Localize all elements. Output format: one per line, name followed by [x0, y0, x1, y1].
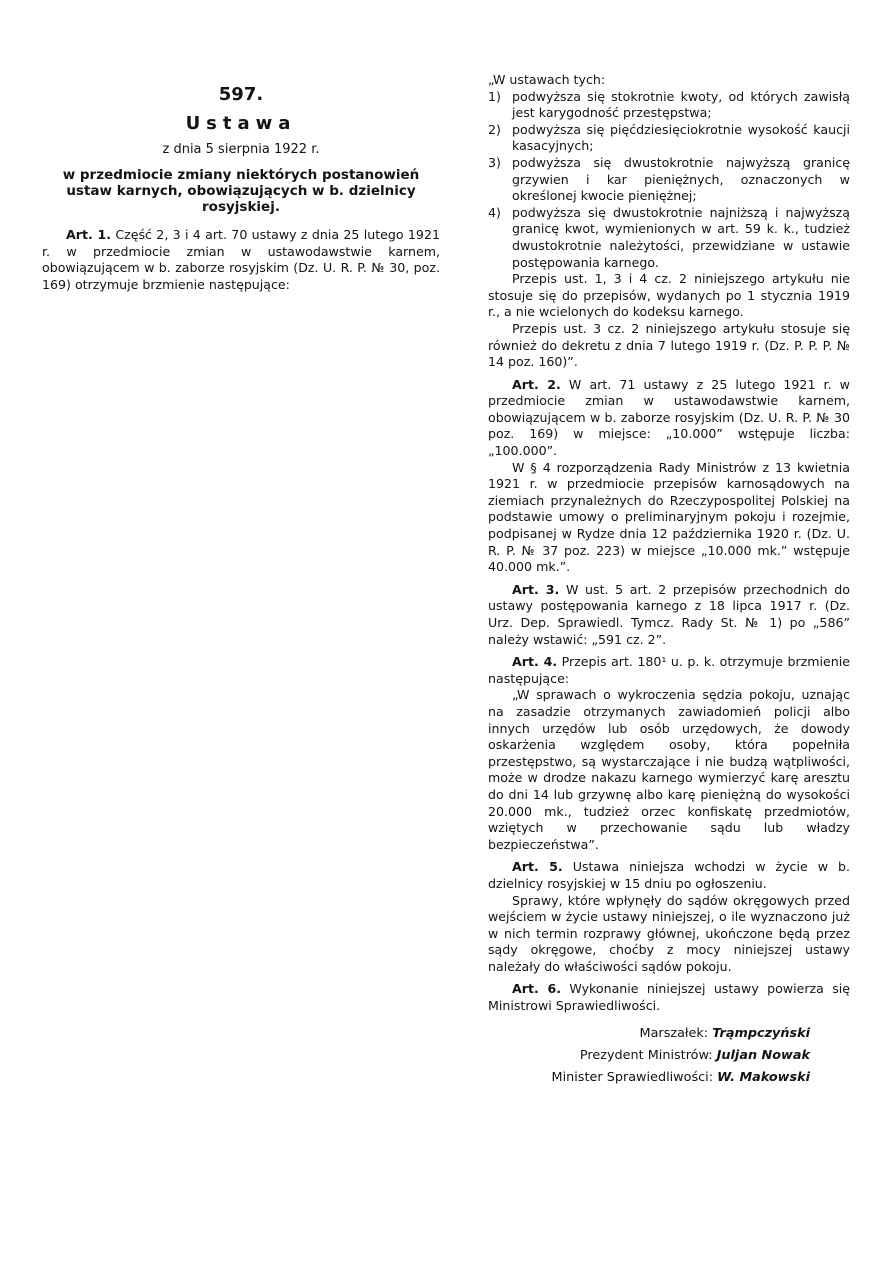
art4-quote: „W sprawach o wykroczenia sędzia pokoju, uznając na zasadzie otrzymanych zawiadomień policji albo innych urzędów lub osób urzędowych, że dowody oskarżenia względem osoby, która popełniła przestępstwo, są wystarczające i nie budzą wątpliwości, może w drodze nakazu karnego wymierzyć karę aresztu do dni 14 lub grzywnę albo karę pieniężną do wysokości 20.000 mk., tudzież orzec konfiskatę przedmiotów, wziętych w przechowanie sądu lub władzy bezpieczeństwa”.: [488, 687, 850, 852]
art5-text: Ustawa niniejsza wchodzi w życie w b. dzielnicy rosyjskiej w 15 dniu po ogłoszeniu.: [488, 859, 850, 891]
art6-label: Art. 6.: [512, 981, 562, 997]
signatures: [488, 1023, 850, 1089]
signature-name: Juljan Nowak: [716, 1047, 810, 1063]
list-item: [488, 155, 850, 205]
art1-label: Art. 1.: [66, 227, 112, 242]
art1-paragraph: [42, 227, 440, 293]
signature-role: Marszałek:: [639, 1025, 709, 1041]
art2-label: Art. 2.: [512, 376, 561, 392]
art1-after-1: Przepis ust. 1, 3 i 4 cz. 2 niniejszego artykułu nie stosuje się do przepisów, wydanych po 1 stycznia 1919 r., a nie wcielonych do kodeksu karnego.: [488, 271, 850, 320]
list-item-text: podwyższa się dwustokrotnie najwyższą granicę grzywien i kar pieniężnych, oznaczonych w określonej kwocie pieniężnej;: [512, 154, 850, 204]
act-subject: w przedmiocie zmiany niektórych postanowień ustaw karnych, obowiązujących w b. dzielnicy rosyjskiej.: [62, 167, 420, 215]
signature-row: [488, 1045, 810, 1067]
art5-paragraph: [488, 859, 850, 892]
list-item: [488, 122, 850, 155]
act-date: z dnia 5 sierpnia 1922 r.: [162, 142, 320, 157]
list-item-text: podwyższa się pięćdziesięciokrotnie wysokość kaucji kasacyjnych;: [512, 121, 850, 154]
art1-text: Część 2, 3 i 4 art. 70 ustawy z dnia 25 lutego 1921 r. w przedmiocie zmian w ustawodawstwie karnem, obowiązującem w b. zaborze rosyjskim (Dz. U. R. P. № 30, poz. 169) otrzymuje brzmienie następujące:: [42, 227, 440, 292]
list-item-text: podwyższa się dwustokrotnie najniższą i najwyższą granicę kwot, wymienionych w art. 59 k. k., tudzież dwustokrotnie należytości, przewidziane w ustawie postępowania karnego.: [512, 204, 850, 270]
art1-intro: „W ustawach tych:: [488, 72, 606, 87]
art1-after-2: Przepis ust. 3 cz. 2 niniejszego artykułu stosuje się również do dekretu z dnia 7 lutego 1919 r. (Dz. P. P. P. № 14 poz. 160)”.: [488, 320, 850, 370]
act-title: Ustawa: [185, 113, 297, 134]
signature-name: W. Makowski: [717, 1069, 810, 1085]
art5-paragraph-2: Sprawy, które wpłynęły do sądów okręgowych przed wejściem w życie ustawy niniejszej, o ile wyznaczono już w nich termin rozprawy głównej, ukończone będą przez sądy okręgowe, choćby z mocy niniejszej ustawy należały do właściwości sądów pokoju.: [488, 892, 850, 974]
art3-paragraph: [488, 582, 850, 648]
list-item: [488, 89, 850, 122]
art4-paragraph: [488, 654, 850, 687]
art6-text: Wykonanie niniejszej ustawy powierza się Ministrowi Sprawiedliwości.: [488, 981, 850, 1014]
signature-row: [488, 1023, 810, 1045]
art4-label: Art. 4.: [512, 654, 558, 670]
art3-text: W ust. 5 art. 2 przepisów przechodnich do ustawy postępowania karnego z 18 lipca 1917 r. (Dz. Urz. Dep. Sprawiedl. Tymcz. Rady St. № 1) po „586” należy wstawić: „591 cz. 2”.: [488, 581, 850, 647]
art5-label: Art. 5.: [512, 859, 563, 875]
art3-label: Art. 3.: [512, 581, 560, 597]
art6-paragraph: [488, 981, 850, 1014]
list-item-number: 2): [488, 121, 501, 137]
signature-name: Trąmpczyński: [712, 1025, 810, 1041]
list-item-number: 3): [488, 154, 501, 170]
list-item-number: 4): [488, 204, 501, 220]
art4-text: Przepis art. 180¹ u. p. k. otrzymuje brzmienie następujące:: [488, 654, 850, 686]
left-column: [42, 84, 440, 293]
signature-role: Prezydent Ministrów:: [579, 1047, 713, 1063]
art1-items: [488, 89, 850, 272]
signature-row: [488, 1067, 810, 1089]
signature-role: Minister Sprawiedliwości:: [551, 1069, 714, 1085]
list-item: [488, 205, 850, 271]
list-item-text: podwyższa się stokrotnie kwoty, od których zawisłą jest karygodność przestępstwa;: [512, 88, 850, 121]
list-item-number: 1): [488, 88, 501, 104]
art2-paragraph-2: W § 4 rozporządzenia Rady Ministrów z 13 kwietnia 1921 r. w przedmiocie przepisów karnosądowych na ziemiach przynależnych do Rzeczypospolitej Polskiej na podstawie umowy o preliminaryjnym pokoju i rozejmie, podpisanej w Rydze dnia 12 października 1920 r. (Dz. U. R. P. № 37 poz. 223) w miejsce „10.000 mk.” wstępuje 40.000 mk.”.: [488, 459, 850, 575]
right-column: [488, 72, 850, 1089]
act-number: 597.: [218, 84, 264, 105]
art2-text: W art. 71 ustawy z 25 lutego 1921 r. w przedmiocie zmian w ustawodawstwie karnem, obowiązującem w b. zaborze rosyjskim (Dz. U. R. P. № 30 poz. 169) w miejsce: „10.000” wstępuje liczba: „100.000”.: [488, 376, 850, 459]
art2-paragraph: [488, 377, 850, 460]
